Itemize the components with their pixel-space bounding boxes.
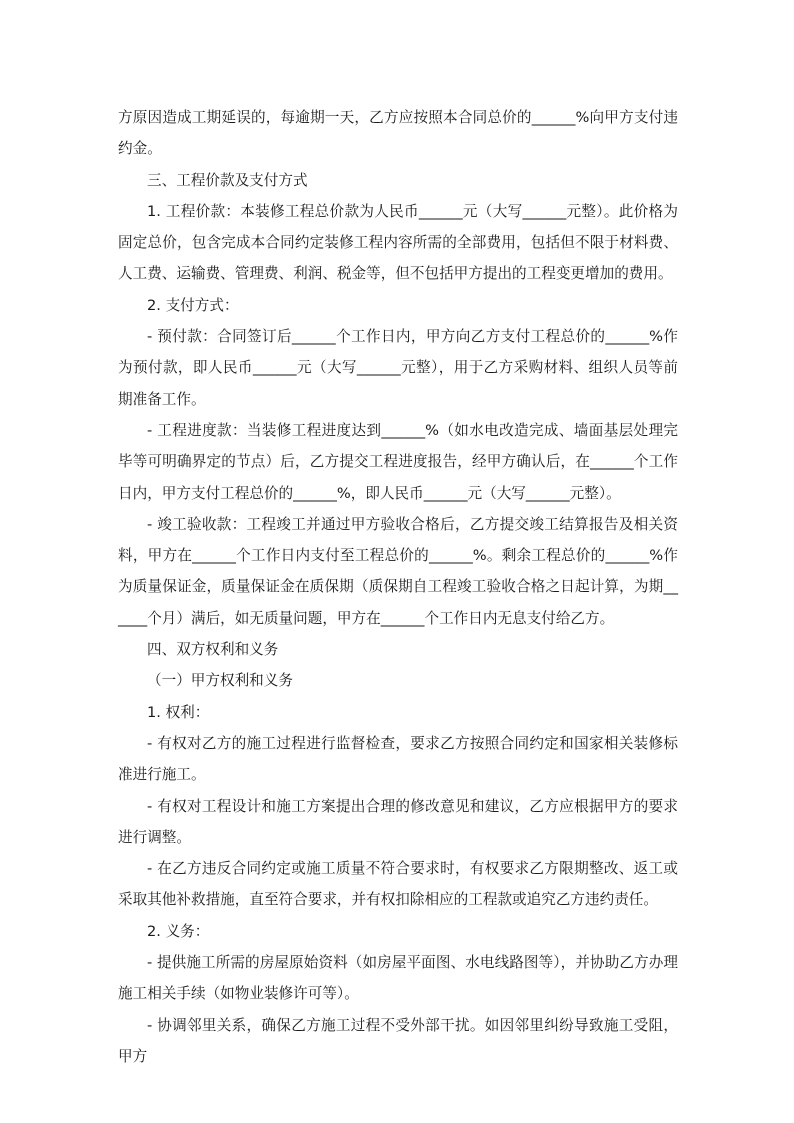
paragraph-right-supervise: - 有权对乙方的施工过程进行监督检查，要求乙方按照合同约定和国家相关装修标准进行施工。 [118,734,678,784]
paragraph-right-modify: - 有权对工程设计和施工方案提出合理的修改意见和建议，乙方应根据甲方的要求进行调整。 [118,797,678,846]
subheading-payment-method: 2. 支付方式： [147,296,239,314]
paragraph-completion-payment: - 竣工验收款：工程竣工并通过甲方验收合格后，乙方提交竣工结算报告及相关资料，甲方在______个工作日内支付至工程总价的______%。剩余工程总价的______%作为质量保证金，质量保证金在质保期（质保期自工程竣工验收合格之日起计算，为期______个月）满后，如无质量问题，甲方在______个工作日内无息支付给乙方。 [118,515,678,627]
document-body [118,102,678,1072]
paragraph-project-price: 1. 工程价款：本装修工程总价款为人民币______元（大写______元整）。此价格为固定总价，包含完成本合同约定装修工程内容所需的全部费用，包括但不限于材料费、人工费、运输费、管理费、利润、税金等，但不包括甲方提出的工程变更增加的费用。 [118,202,678,283]
subheading-obligations: 2. 义务： [147,922,210,940]
section-heading-rights-obligations: 四、双方权利和义务 [147,641,279,659]
paragraph-obligation-materials: - 提供施工所需的房屋原始资料（如房屋平面图、水电线路图等），并协助乙方办理施工相关手续（如物业装修许可等）。 [118,954,678,1003]
subheading-party-a: （一）甲方权利和义务 [147,672,293,690]
paragraph-right-rectify: - 在乙方违反合同约定或施工质量不符合要求时，有权要求乙方限期整改、返工或采取其他补救措施，直至符合要求，并有权扣除相应的工程款或追究乙方违约责任。 [118,860,678,909]
paragraph-advance-payment: - 预付款：合同签订后______个工作日内，甲方向乙方支付工程总价的______%作为预付款，即人民币______元（大写______元整），用于乙方采购材料、组织人员等前期准备工作。 [118,328,678,408]
section-heading-price-payment: 三、工程价款及支付方式 [147,171,308,189]
paragraph-obligation-neighbors: - 协调邻里关系，确保乙方施工过程不受外部干扰。如因邻里纠纷导致施工受阻，甲方 [118,1016,678,1065]
subheading-rights: 1. 权利： [147,703,210,721]
paragraph-progress-payment: - 工程进度款：当装修工程进度达到______%（如水电改造完成、墙面基层处理完毕等可明确界定的节点）后，乙方提交工程进度报告，经甲方确认后，在______个工作日内，甲方支付工程总价的______%，即人民币______元（大写______元整）。 [118,421,678,502]
paragraph-overdue-penalty: 方原因造成工期延误的，每逾期一天，乙方应按照本合同总价的______%向甲方支付违约金。 [118,109,678,158]
